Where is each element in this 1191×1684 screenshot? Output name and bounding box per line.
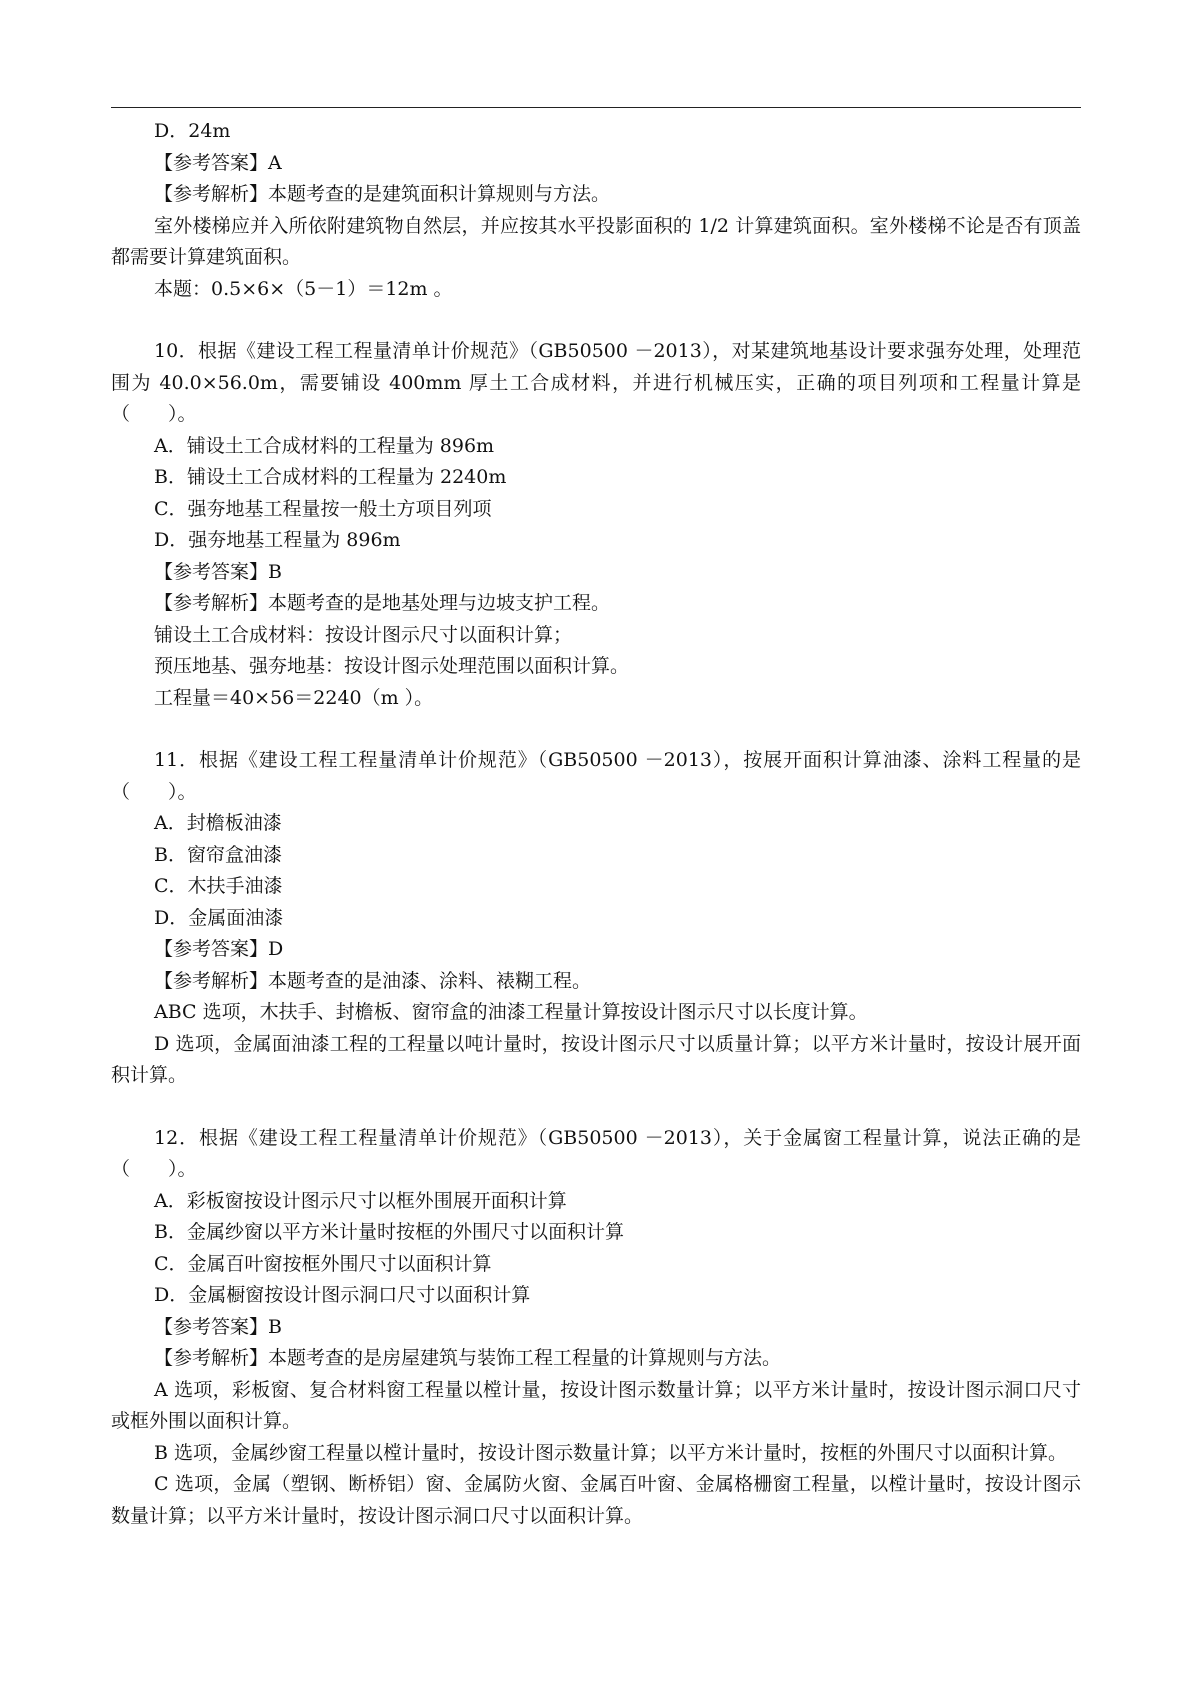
q12-option-c: C．金属百叶窗按框外围尺寸以面积计算	[154, 1252, 492, 1275]
q12-option-d: D．金属橱窗按设计图示洞口尺寸以面积计算	[154, 1284, 531, 1306]
q12-option-b: B．金属纱窗以平方米计量时按框的外围尺寸以面积计算	[154, 1221, 624, 1243]
header-rule	[111, 107, 1081, 108]
q9-answer: 【参考答案】A	[154, 151, 282, 174]
document-body	[111, 116, 1081, 1532]
spacer	[111, 1092, 1081, 1123]
q12-stem: 12．根据《建设工程工程量清单计价规范》（GB50500 －2013），关于金属窗工程量计算，说法正确的是（ ）。	[111, 1126, 1081, 1180]
q12-option-a: A．彩板窗按设计图示尺寸以框外围展开面积计算	[154, 1189, 567, 1212]
q10-option-c: C．强夯地基工程量按一般土方项目列项	[154, 497, 492, 520]
q11-option-c: C．木扶手油漆	[154, 875, 283, 897]
q10-option-a: A．铺设土工合成材料的工程量为 896m	[154, 434, 495, 457]
q11-option-b: B．窗帘盒油漆	[154, 843, 282, 866]
spacer	[111, 305, 1081, 336]
q9-analysis: 【参考解析】本题考查的是建筑面积计算规则与方法。	[154, 183, 611, 205]
q11-answer: 【参考答案】D	[154, 938, 284, 960]
q10-paragraph-3: 工程量＝40×56＝2240（m ）。	[154, 686, 434, 709]
q10-stem: 10．根据《建设工程工程量清单计价规范》（GB50500 －2013），对某建筑地基设计要求强夯处理，处理范围为 40.0×56.0m，需要铺设 400mm 厚土工合成材料，并进行机械压实，正确的项目列项和工程量计算是（ ）。	[111, 340, 1081, 425]
q9-paragraph-2: 本题：0.5×6×（5－1）＝12m 。	[154, 277, 453, 300]
q10-analysis: 【参考解析】本题考查的是地基处理与边坡支护工程。	[154, 592, 611, 614]
q12-paragraph-1: A 选项，彩板窗、复合材料窗工程量以樘计量，按设计图示数量计算；以平方米计量时，按设计图示洞口尺寸或框外围以面积计算。	[111, 1378, 1081, 1432]
q11-analysis: 【参考解析】本题考查的是油漆、涂料、裱糊工程。	[154, 969, 592, 992]
spacer	[111, 714, 1081, 745]
q10-option-d: D．强夯地基工程量为 896m	[154, 529, 401, 551]
q11-paragraph-2: D 选项，金属面油漆工程的工程量以吨计量时，按设计图示尺寸以质量计算；以平方米计量时，按设计展开面积计算。	[111, 1032, 1081, 1086]
q11-stem: 11．根据《建设工程工程量清单计价规范》（GB50500 －2013），按展开面积计算油漆、涂料工程量的是（ ）。	[111, 749, 1081, 803]
q11-option-a: A．封檐板油漆	[154, 812, 282, 834]
q12-answer: 【参考答案】B	[154, 1315, 282, 1338]
q9-paragraph-1: 室外楼梯应并入所依附建筑物自然层，并应按其水平投影面积的 1/2 计算建筑面积。室外楼梯不论是否有顶盖都需要计算建筑面积。	[111, 214, 1081, 268]
q10-option-b: B．铺设土工合成材料的工程量为 2240m	[154, 466, 507, 488]
q11-option-d: D．金属面油漆	[154, 906, 284, 929]
q9-option-d: D．24m	[154, 120, 231, 142]
q12-paragraph-2: B 选项，金属纱窗工程量以樘计量时，按设计图示数量计算；以平方米计量时，按框的外围尺寸以面积计算。	[154, 1441, 1068, 1464]
q10-paragraph-1: 铺设土工合成材料：按设计图示尺寸以面积计算；	[154, 623, 573, 646]
q10-paragraph-2: 预压地基、强夯地基：按设计图示处理范围以面积计算。	[154, 655, 630, 677]
q10-answer: 【参考答案】B	[154, 560, 282, 583]
q12-paragraph-3: C 选项，金属（塑钢、断桥铝）窗、金属防火窗、金属百叶窗、金属格栅窗工程量，以樘计量时，按设计图示数量计算；以平方米计量时，按设计图示洞口尺寸以面积计算。	[111, 1473, 1081, 1527]
q11-paragraph-1: ABC 选项，木扶手、封檐板、窗帘盒的油漆工程量计算按设计图示尺寸以长度计算。	[154, 1001, 868, 1023]
q12-analysis: 【参考解析】本题考查的是房屋建筑与装饰工程工程量的计算规则与方法。	[154, 1347, 782, 1369]
